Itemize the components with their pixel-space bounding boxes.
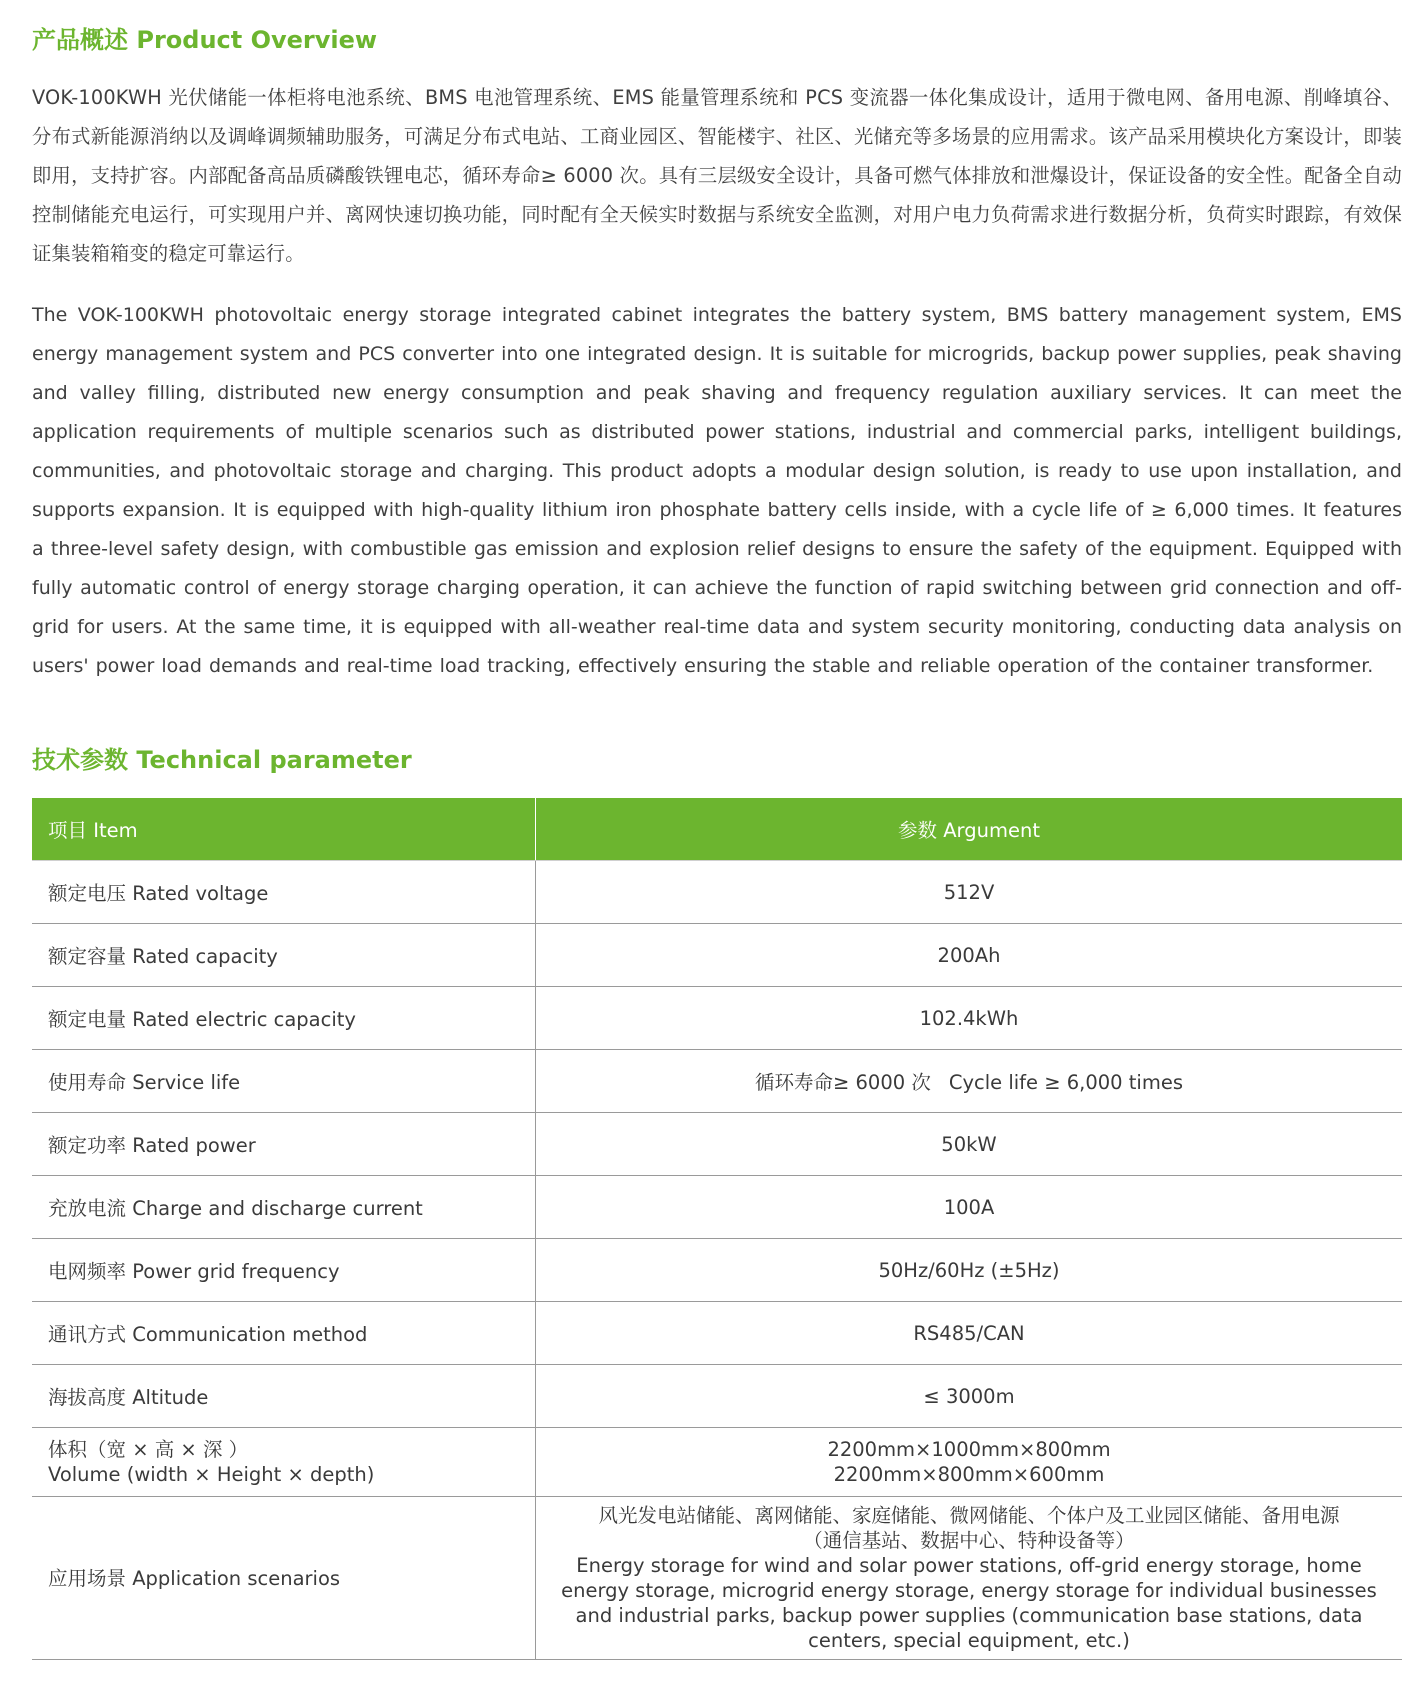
overview-paragraph-en: The VOK-100KWH photovoltaic energy storage integrated cabinet integrates the battery system, BMS battery management system, EMS energy management system and PCS converter into one integrated design. It is suitable for microgrids, backup power supplies, peak shaving and valley filling, distributed new energy consumption and peak shaving and frequency regulation auxiliary services. It can meet the application requirements of multiple scenarios such as distributed power stations, industrial and commercial parks, intelligent buildings, communities, and photovoltaic storage and charging. This product adopts a modular design solution, is ready to use upon installation, and supports expansion. It is equipped with high-quality lithium iron phosphate battery cells inside, with a cycle life of ≥ 6,000 times. It features a three-level safety design, with combustible gas emission and explosion relief designs to ensure the safety of the equipment. Equipped with fully automatic control of energy storage charging operation, it can achieve the function of rapid switching between grid connection and off-grid for users. At the same time, it is equipped with all-weather real-time data and system security monitoring, conducting data analysis on users' power load demands and real-time load tracking, effectively ensuring the stable and reliable operation of the container transformer.: [32, 304, 1402, 677]
row-value-volume: [536, 1428, 1403, 1497]
parameter-table: [32, 798, 1402, 1660]
row-item-rated-voltage: 额定电压 Rated voltage: [32, 861, 536, 924]
volume-value-1: 2200mm×1000mm×800mm: [827, 1438, 1111, 1461]
row-item-altitude: 海拔高度 Altitude: [32, 1365, 536, 1428]
row-item-rated-power: 额定功率 Rated power: [32, 1113, 536, 1176]
table-row: [32, 1239, 1402, 1302]
scenario-cn-line-2: （通信基站、数据中心、特种设备等）: [803, 1529, 1135, 1552]
row-value-charge-discharge-current: 100A: [536, 1176, 1403, 1239]
volume-value-2: 2200mm×800mm×600mm: [833, 1463, 1105, 1486]
row-value-rated-capacity: 200Ah: [536, 924, 1403, 987]
table-row: [32, 1113, 1402, 1176]
row-item-volume: [32, 1428, 536, 1497]
row-item-communication: 通讯方式 Communication method: [32, 1302, 536, 1365]
table-row: [32, 1497, 1402, 1660]
row-item-charge-discharge-current: 充放电流 Charge and discharge current: [32, 1176, 536, 1239]
table-header-row: [32, 798, 1402, 861]
service-life-en: Cycle life ≥ 6,000 times: [948, 1071, 1184, 1094]
table-row: [32, 1302, 1402, 1365]
row-item-application-scenarios: 应用场景 Application scenarios: [32, 1497, 536, 1660]
table-row: [32, 1176, 1402, 1239]
row-value-application-scenarios: [536, 1497, 1403, 1660]
volume-label-en: Volume (width × Height × depth): [48, 1463, 375, 1486]
header-argument: 参数 Argument: [536, 798, 1403, 861]
row-value-rated-voltage: 512V: [536, 861, 1403, 924]
header-item: 项目 Item: [32, 798, 536, 861]
table-row: [32, 924, 1402, 987]
overview-paragraph-cn: VOK-100KWH 光伏储能一体柜将电池系统、BMS 电池管理系统、EMS 能量管理系统和 PCS 变流器一体化集成设计，适用于微电网、备用电源、削峰填谷、分布式新能源消纳以及调峰调频辅助服务，可满足分布式电站、工商业园区、智能楼宇、社区、光储充等多场景的应用需求。该产品采用模块化方案设计，即装即用，支持扩容。内部配备高品质磷酸铁锂电芯，循环寿命≥ 6000 次。具有三层级安全设计，具备可燃气体排放和泄爆设计，保证设备的安全性。配备全自动控制储能充电运行，可实现用户并、离网快速切换功能，同时配有全天候实时数据与系统安全监测，对用户电力负荷需求进行数据分析，负荷实时跟踪，有效保证集装箱箱变的稳定可靠运行。: [32, 86, 1402, 265]
overview-heading: 产品概述 Product Overview: [32, 26, 378, 54]
row-value-rated-power: 50kW: [536, 1113, 1403, 1176]
row-value-service-life: [536, 1050, 1403, 1113]
volume-label-cn: 体积（宽 × 高 × 深 ）: [48, 1438, 249, 1461]
service-life-cn: 循环寿命≥ 6000 次: [754, 1071, 931, 1094]
technical-heading: 技术参数 Technical parameter: [32, 746, 412, 774]
row-item-rated-capacity: 额定容量 Rated capacity: [32, 924, 536, 987]
table-row: [32, 1050, 1402, 1113]
scenario-en: Energy storage for wind and solar power stations, off-grid energy storage, home energy storage, microgrid energy storage, energy storage for individual businesses and industrial parks, backup power supplies (communication base stations, data centers, special equipment, etc.): [561, 1554, 1377, 1652]
row-item-grid-frequency: 电网频率 Power grid frequency: [32, 1239, 536, 1302]
row-value-grid-frequency: 50Hz/60Hz (±5Hz): [536, 1239, 1403, 1302]
row-value-altitude: ≤ 3000m: [536, 1365, 1403, 1428]
scenario-cn-line-1: 风光发电站储能、离网储能、家庭储能、微网储能、个体户及工业园区储能、备用电源: [598, 1504, 1340, 1527]
row-item-service-life: 使用寿命 Service life: [32, 1050, 536, 1113]
table-row: [32, 987, 1402, 1050]
row-item-rated-electric-capacity: 额定电量 Rated electric capacity: [32, 987, 536, 1050]
table-row: [32, 861, 1402, 924]
table-row: [32, 1428, 1402, 1497]
row-value-communication: RS485/CAN: [536, 1302, 1403, 1365]
table-row: [32, 1365, 1402, 1428]
row-value-rated-electric-capacity: 102.4kWh: [536, 987, 1403, 1050]
